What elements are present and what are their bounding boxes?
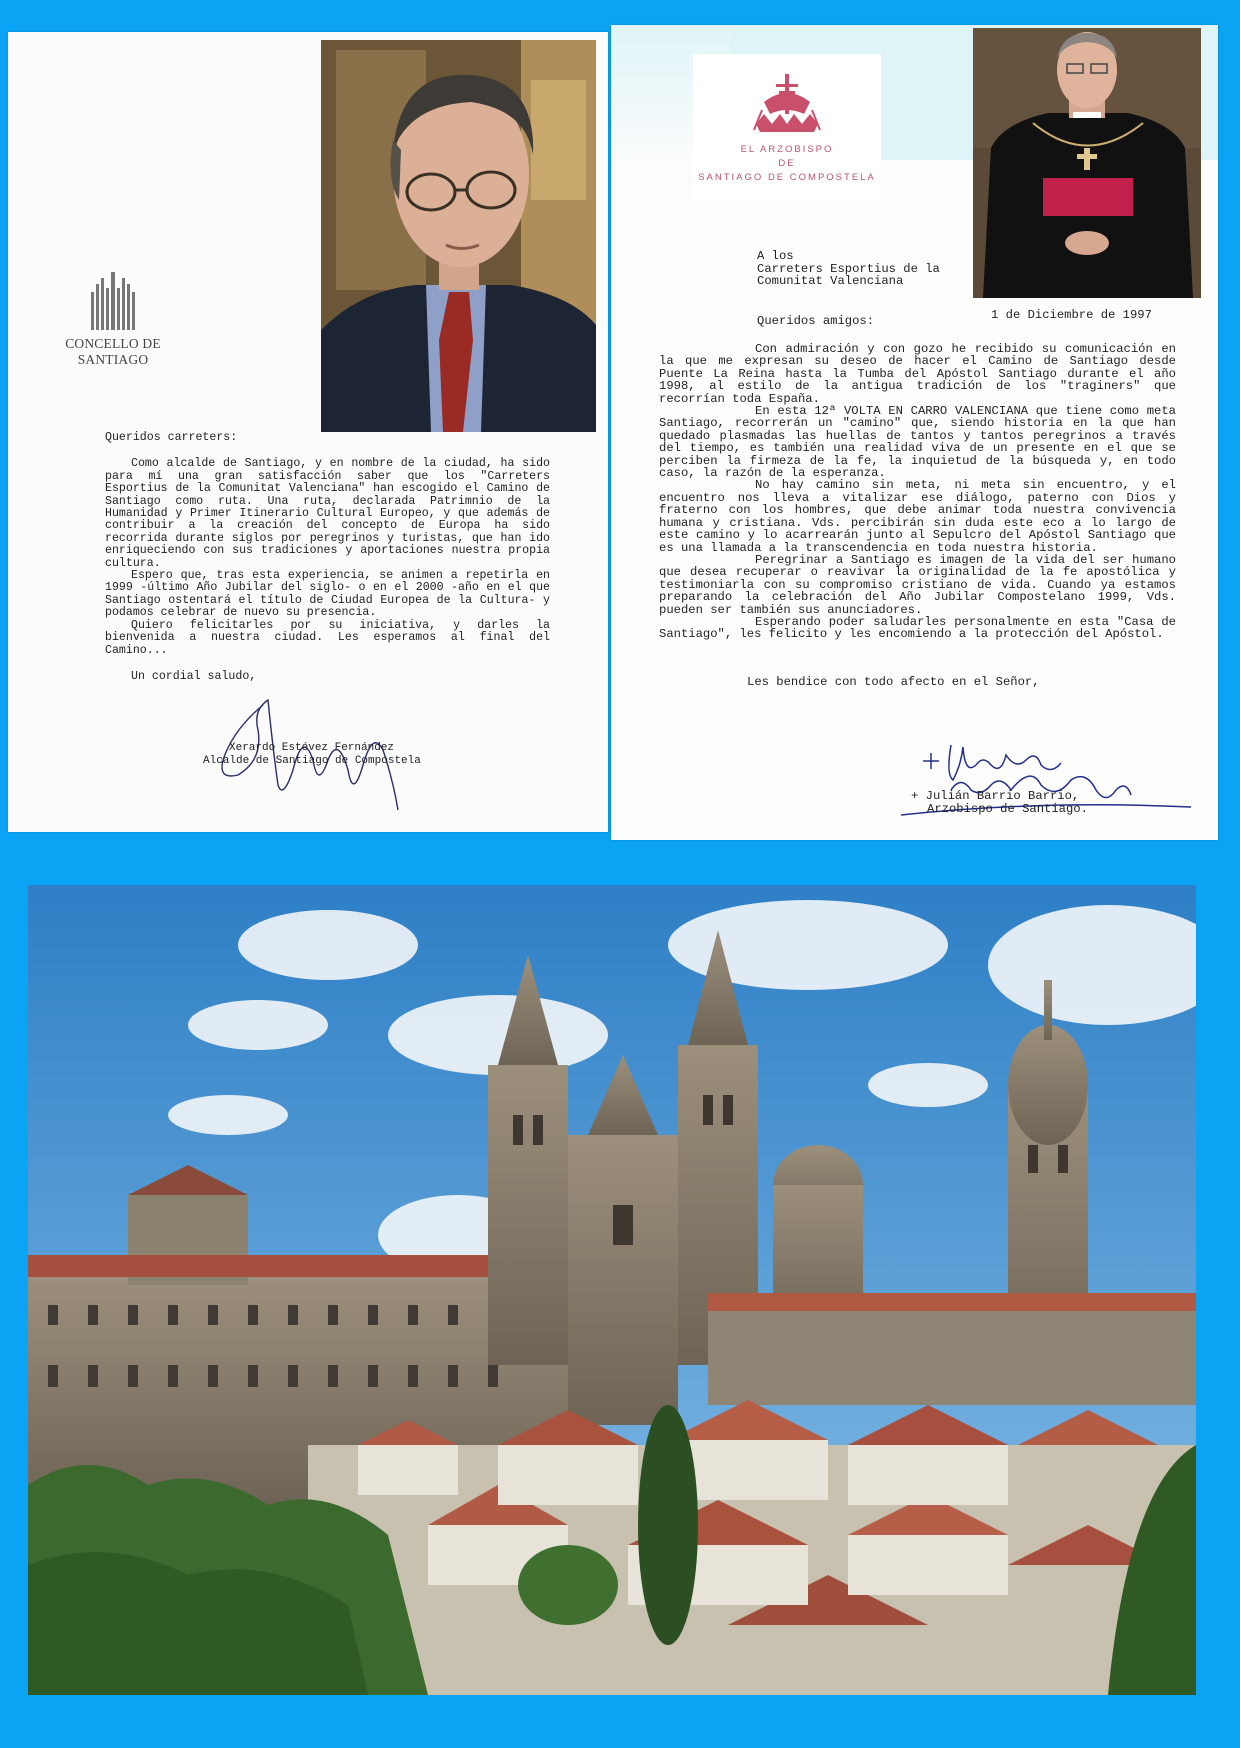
mayor-letter-body bbox=[105, 432, 550, 683]
archbishop-logo-line-3: SANTIAGO DE COMPOSTELA bbox=[698, 172, 876, 183]
archbishop-paragraph-3: No hay camino sin meta, ni meta sin encuentro, y el encuentro nos lleva a vitalizar ese diálogo, paterno con Dios y fraterno con los hombres, que debe animar toda nuestra convivencia humana y cristiana. Vds. percibirán sin duda este eco a lo largo de este camino y lo acarrearán junto al Sepulcro del Apóstol Santiago que es una llamada a la transcendencia en toda nuestra historia. bbox=[659, 478, 1176, 555]
mayor-letter bbox=[8, 32, 608, 832]
concello-logo-line-2: SANTIAGO bbox=[77, 352, 149, 367]
archbishop-letter bbox=[611, 25, 1218, 840]
mayor-closing: Un cordial saludo, bbox=[131, 669, 257, 683]
cathedral-towers-icon bbox=[83, 272, 143, 330]
mayor-name: Xerardo Estévez Fernández bbox=[229, 742, 395, 754]
archbishop-greeting: Queridos amigos: bbox=[757, 314, 875, 328]
archbishop-closing: Les bendice con todo afecto en el Señor, bbox=[747, 675, 1040, 689]
archbishop-title: Arzobispo de Santiago. bbox=[927, 801, 1088, 816]
recipient-address bbox=[757, 250, 940, 288]
mayor-paragraph-3: Quiero felicitarles por su iniciativa, y darles la bienvenida a nuestra ciudad. Les esperamos al final del Camino... bbox=[105, 618, 550, 657]
concello-logo bbox=[58, 272, 168, 372]
address-line-3: Comunitat Valenciana bbox=[757, 274, 904, 289]
concello-logo-line-1: CONCELLO DE bbox=[65, 336, 161, 351]
cathedral-illustration bbox=[28, 885, 1196, 1695]
address-line-1: A los bbox=[757, 249, 794, 263]
mayor-greeting: Queridos carreters: bbox=[105, 431, 238, 444]
archbishop-letter-body bbox=[659, 343, 1176, 641]
mayor-photo bbox=[321, 40, 596, 432]
archbishop-logo-line-2: DE bbox=[778, 158, 796, 169]
archbishop-paragraph-5: Esperando poder saludarles personalmente en esta "Casa de Santiago", les felicito y les encomiendo a la protección del Apóstol. bbox=[659, 614, 1176, 642]
archbishop-name: + Julián Barrio Barrio, bbox=[911, 789, 1080, 803]
archbishop-signature-block bbox=[911, 790, 1088, 815]
mayor-title: Alcalde de Santiago de Compostela bbox=[203, 754, 421, 767]
mayor-paragraph-1: Como alcalde de Santiago, y en nombre de la ciudad, ha sido para mí una gran satisfacción saber que los "Carreters Esportius de la Comunitat Valenciana" han escogido el Camino de Santiago como ruta. Una ruta, declarada Patrimnio de la Humanidad y Primer Itinerario Cultural Europeo, y que además de contribuir a la creación del concepto de Europa ha sido recorrida durante siglos por peregrinos y turistas, que han ido enriqueciendo con sus tradiciones y aportaciones nuestra propia cultura. bbox=[105, 457, 550, 570]
archbishop-crest bbox=[693, 54, 881, 200]
letter-date: 1 de Diciembre de 1997 bbox=[991, 308, 1152, 322]
mayor-paragraph-2: Espero que, tras esta experiencia, se animen a repetirla en 1999 -último Año Jubilar del siglo- o en el 2000 -año en el que Santiago ostentará el título de Ciudad Europea de la Cultura- y podamos celebrar de nuevo su presencia. bbox=[105, 569, 550, 620]
mayor-signature-block bbox=[203, 742, 421, 767]
episcopal-crest-icon bbox=[752, 74, 822, 138]
archbishop-paragraph-4: Peregrinar a Santiago es imagen de la vida del ser humano que desea recuperar o reavivar la originalidad de la fe apostólica y testimoniarla con su compromiso cristiano de vida. Cuando ya estamos preparando la celebración del Año Jubilar Compostelano 1999, Vds. pueden ser también sus anunciadores. bbox=[659, 552, 1176, 617]
archbishop-paragraph-1: Con admiración y con gozo he recibido su comunicación en la que me expresan su deseo de hacer el Camino de Santiago desde Puente La Reina hasta la Tumba del Apóstol Santiago durante el año 1998, al estilo de la antigua tradición de los "traginers" que recorrían toda España. bbox=[659, 342, 1176, 406]
archbishop-logo-line-1: EL ARZOBISPO bbox=[740, 144, 834, 155]
archbishop-photo bbox=[973, 28, 1201, 298]
cathedral-postcard bbox=[28, 885, 1196, 1695]
address-line-2: Carreters Esportius de la bbox=[757, 261, 940, 276]
archbishop-paragraph-2: En esta 12ª VOLTA EN CARRO VALENCIANA que tiene como meta Santiago, recorrerán un "camino" que, siendo historia en la que han quedado plasmadas las huellas de tantos y tantos peregrinos a través del tiempo, es también una realidad viva de un presente en el que se perciben la firmeza de la fe, la inquietud de la búsqueda y, en todo caso, la razón de la esperanza. bbox=[659, 404, 1176, 481]
